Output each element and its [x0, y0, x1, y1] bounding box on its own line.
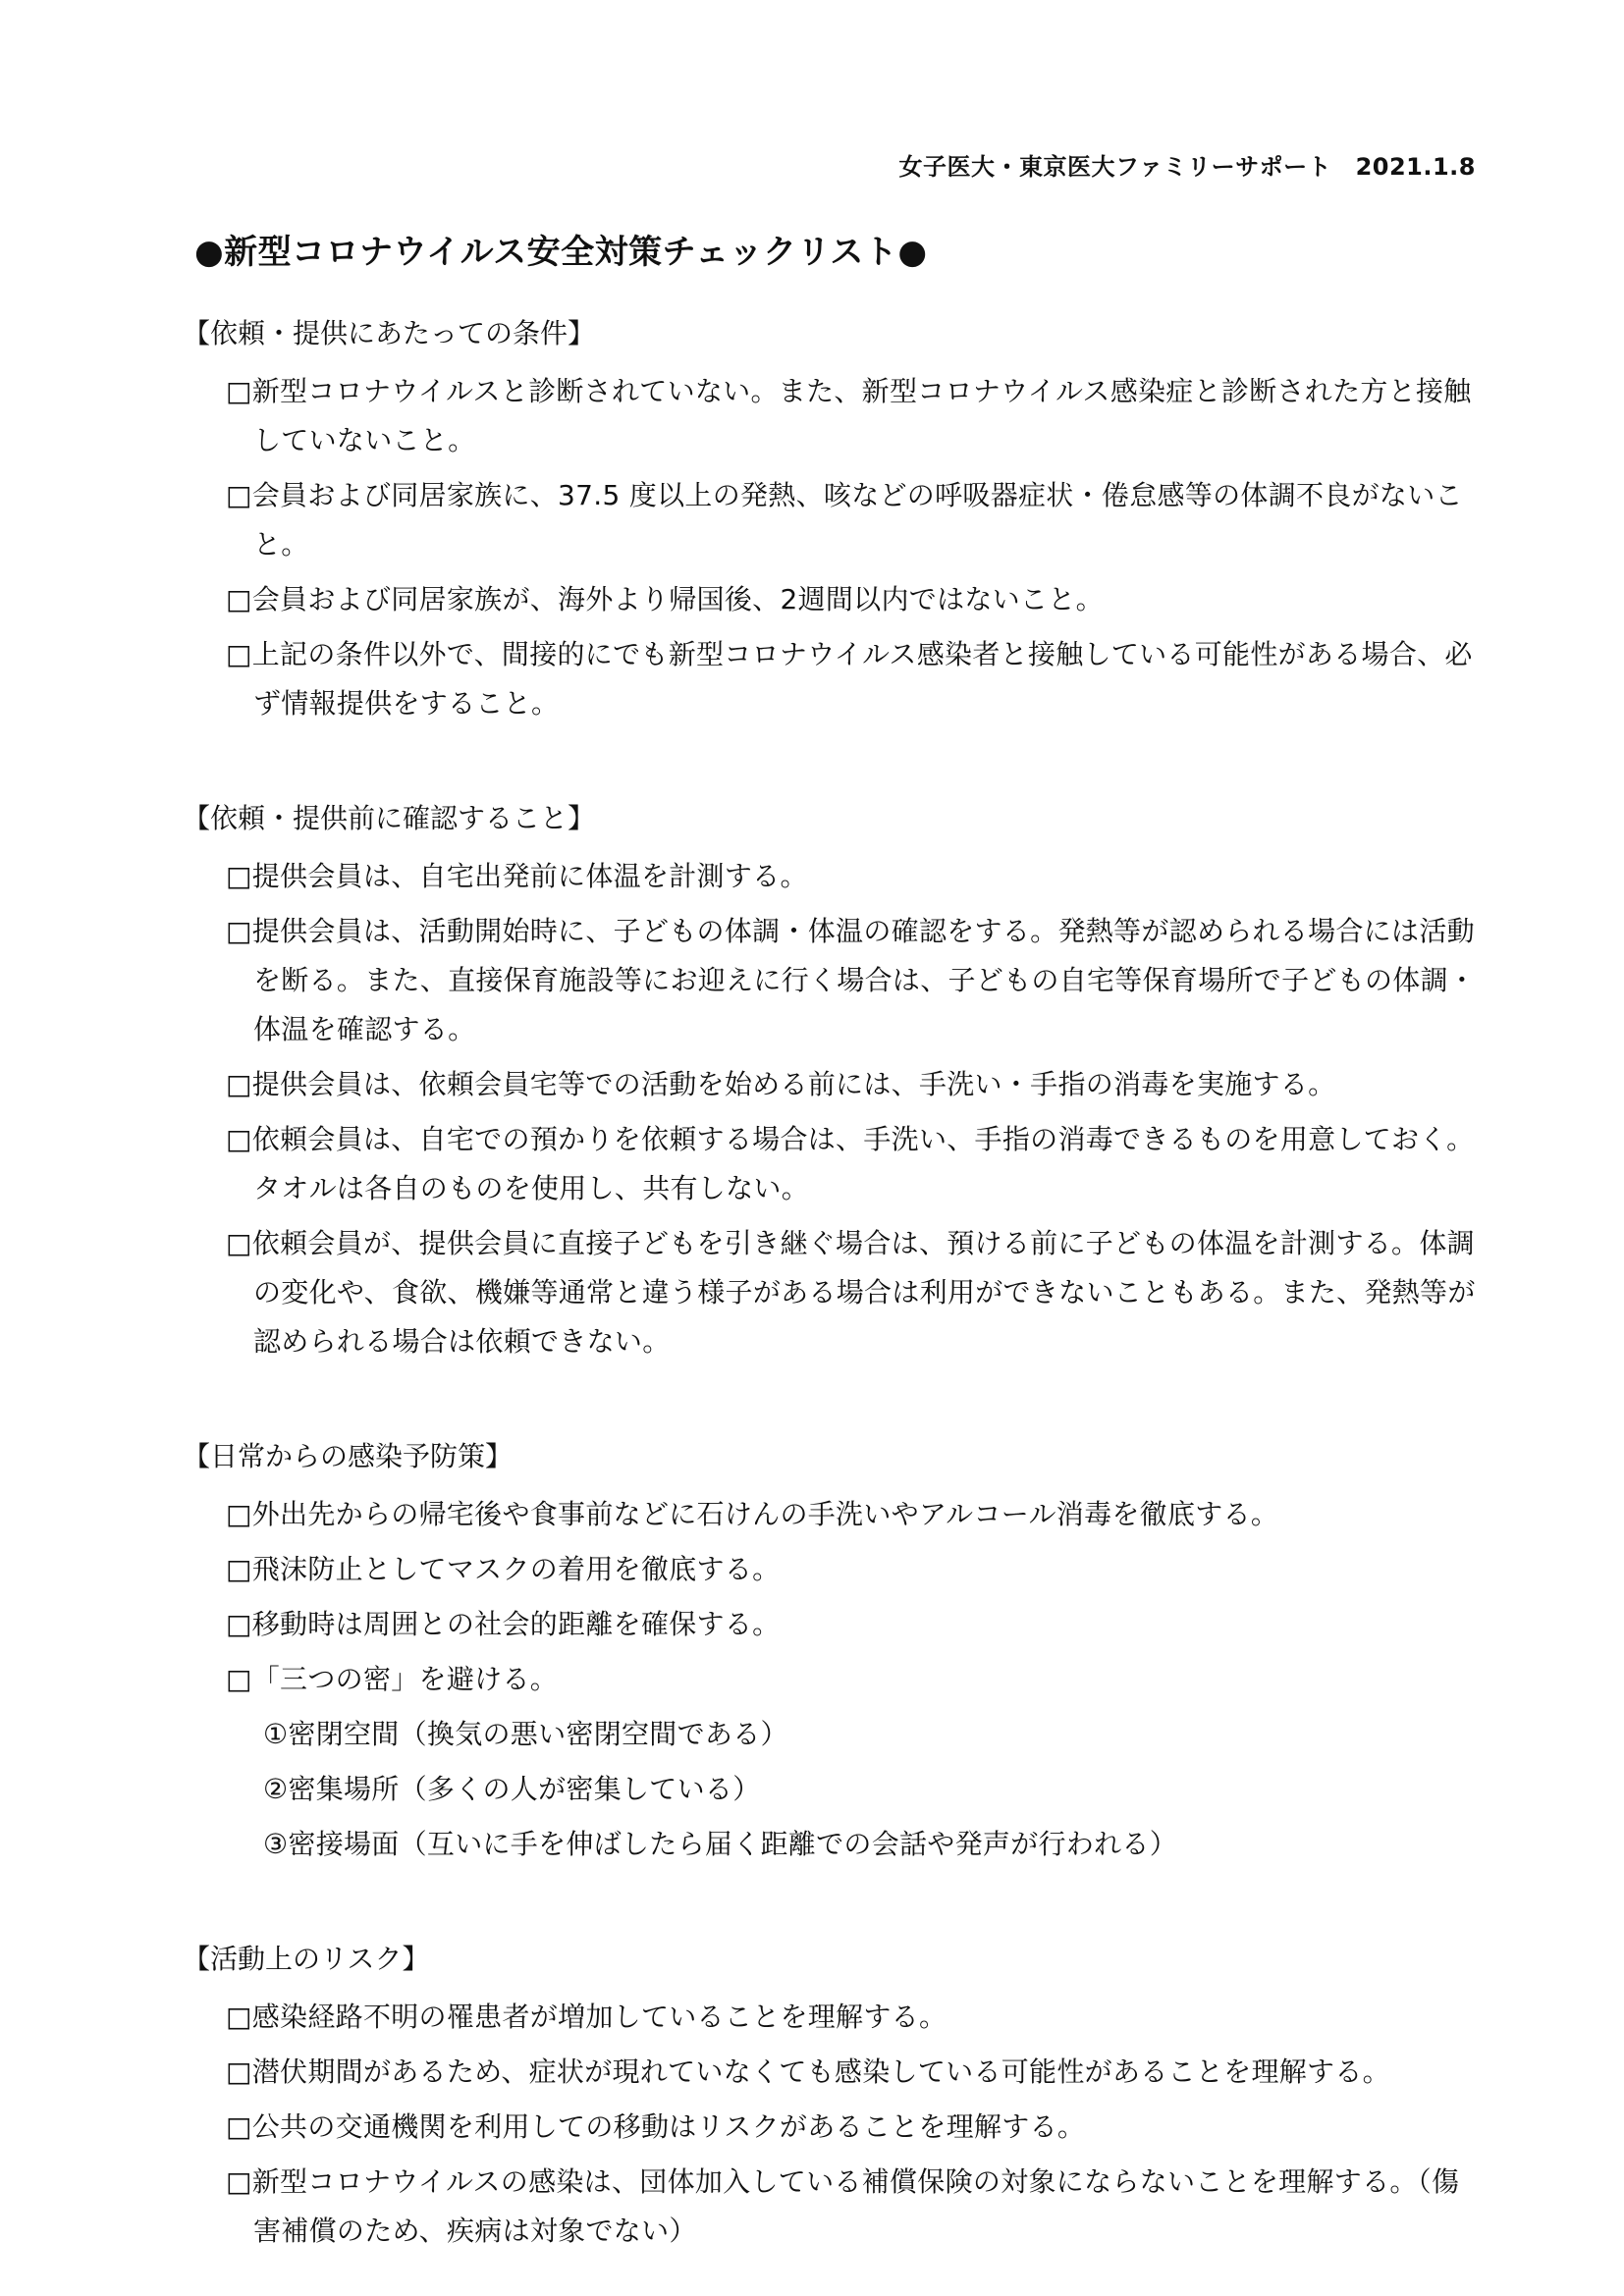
- sub-list: [226, 1710, 1477, 1869]
- sub-list-item: ①密閉空間（換気の悪い密閉空間である）: [263, 1718, 788, 1750]
- checklist: [183, 852, 1477, 1366]
- section-heading: 【依頼・提供にあたっての条件】: [183, 317, 596, 349]
- checklist-item: □「三つの密」を避ける。: [226, 1663, 559, 1695]
- checklist-item: □飛沫防止としてマスクの着用を徹底する。: [226, 1553, 781, 1585]
- checklist-item: □移動時は周囲との社会的距離を確保する。: [226, 1608, 781, 1640]
- checklist-item: □提供会員は、自宅出発前に体温を計測する。: [226, 860, 808, 892]
- sub-list-item: ②密集場所（多くの人が密集している）: [263, 1773, 761, 1805]
- sub-list-container: [226, 1710, 1477, 1869]
- checklist-item: □会員および同居家族が、海外より帰国後、2週間以内ではないこと。: [226, 583, 1104, 615]
- checklist-item: □潜伏期間があるため、症状が現れていなくても感染している可能性があることを理解する。: [226, 2056, 1390, 2088]
- section-conditions: [183, 314, 1477, 728]
- section-heading: 【活動上のリスク】: [183, 1943, 430, 1975]
- checklist-item: □新型コロナウイルスの感染は、団体加入している補償保険の対象にならないことを理解する。（傷害補償のため、疾病は対象でない）: [226, 2165, 1460, 2247]
- sub-list-item: ③密接場面（互いに手を伸ばしたら届く距離での会話や発声が行われる）: [263, 1828, 1178, 1860]
- section-heading: 【日常からの感染予防策】: [183, 1440, 514, 1472]
- section-prevention: [183, 1437, 1477, 1869]
- checklist: [183, 1490, 1477, 1869]
- checklist: [183, 367, 1477, 728]
- checklist-item: □依頼会員が、提供会員に直接子どもを引き継ぐ場合は、預ける前に子どもの体温を計測する。体調の変化や、食欲、機嫌等通常と違う様子がある場合は利用ができないこともある。また、発熱等が認められる場合は依頼できない。: [226, 1227, 1476, 1358]
- checklist-item: □新型コロナウイルスと診断されていない。また、新型コロナウイルス感染症と診断された方と接触していないこと。: [226, 375, 1472, 456]
- section-pre-checks: [183, 799, 1477, 1366]
- checklist-item: □提供会員は、活動開始時に、子どもの体調・体温の確認をする。発熱等が認められる場合には活動を断る。また、直接保育施設等にお迎えに行く場合は、子どもの自宅等保育場所で子どもの体調・体温を確認する。: [226, 915, 1477, 1045]
- section-risks: [183, 1940, 1477, 2256]
- checklist: [183, 1993, 1477, 2256]
- checklist-item: □提供会員は、依頼会員宅等での活動を始める前には、手洗い・手指の消毒を実施する。: [226, 1068, 1336, 1100]
- document-title: ●新型コロナウイルス安全対策チェックリスト●: [194, 233, 928, 272]
- checklist-item: □依頼会員は、自宅での預かりを依頼する場合は、手洗い、手指の消毒できるものを用意しておく。タオルは各自のものを使用し、共有しない。: [226, 1123, 1475, 1204]
- checklist-item: □上記の条件以外で、間接的にでも新型コロナウイルス感染者と接触している可能性がある場合、必ず情報提供をすること。: [226, 638, 1473, 720]
- checklist-item: □感染経路不明の罹患者が増加していることを理解する。: [226, 2001, 947, 2033]
- checklist-item: □外出先からの帰宅後や食事前などに石けんの手洗いやアルコール消毒を徹底する。: [226, 1498, 1279, 1530]
- header-org-date: 女子医大・東京医大ファミリーサポート 2021.1.8: [898, 153, 1476, 181]
- checklist-item: □会員および同居家族に、37.5 度以上の発熱、咳などの呼吸器症状・倦怠感等の体調不良がないこと。: [226, 479, 1463, 561]
- section-heading: 【依頼・提供前に確認すること】: [183, 802, 596, 834]
- checklist-item: □公共の交通機関を利用しての移動はリスクがあることを理解する。: [226, 2110, 1086, 2143]
